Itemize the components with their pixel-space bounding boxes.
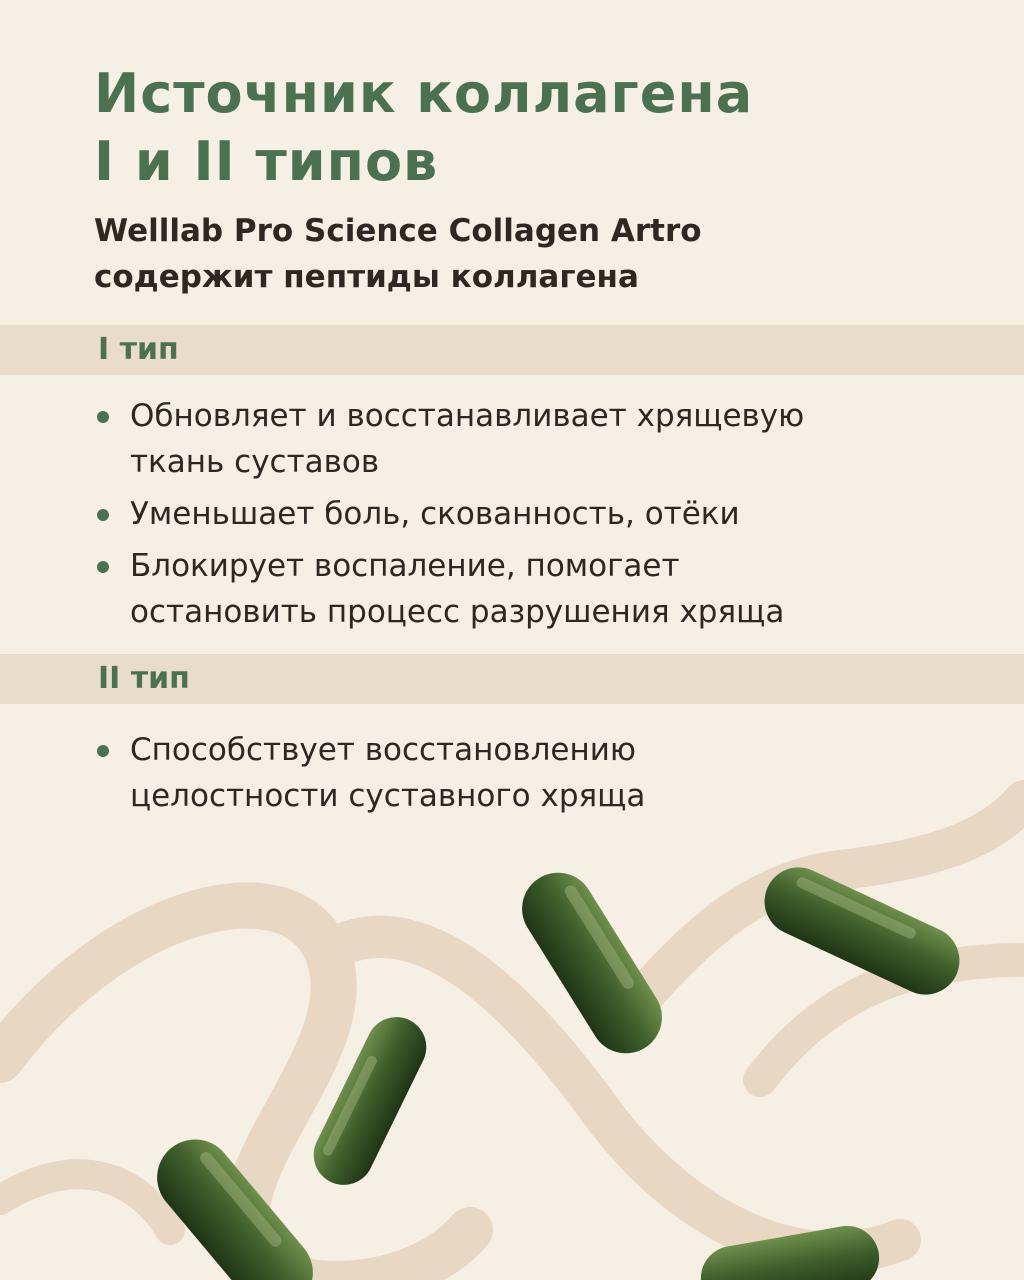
bullet-icon <box>97 561 109 573</box>
benefits-list-type-1 <box>94 393 974 641</box>
bullet-icon <box>97 745 109 757</box>
bullet-icon <box>97 411 109 423</box>
section-label: I тип <box>98 332 179 367</box>
subtitle-line-2: содержит пептиды коллагена <box>94 259 639 295</box>
page-title <box>94 60 954 196</box>
list-item: Обновляет и восстанавливает хрящевую ткань суставов <box>94 393 974 485</box>
list-item: Уменьшает боль, скованность, отёки <box>94 491 974 537</box>
title-line-1: Источник коллагена <box>94 62 754 125</box>
section-header-type-2 <box>0 654 1024 704</box>
list-item: Способствует восстановлению целостности суставного хряща <box>94 727 974 819</box>
section-header-type-1 <box>0 325 1024 375</box>
subtitle-line-1: Welllab Pro Science Collagen Artro <box>94 213 702 249</box>
bullet-icon <box>97 509 109 521</box>
subtitle <box>94 208 954 300</box>
section-label: II тип <box>98 661 190 696</box>
list-item: Блокирует воспаление, помогает остановить процесс разрушения хряща <box>94 543 974 635</box>
capsule-4 <box>142 1124 329 1280</box>
benefits-list-type-2 <box>94 727 974 825</box>
title-line-2: I и II типов <box>94 130 439 193</box>
swirl-decoration <box>0 800 1024 1280</box>
